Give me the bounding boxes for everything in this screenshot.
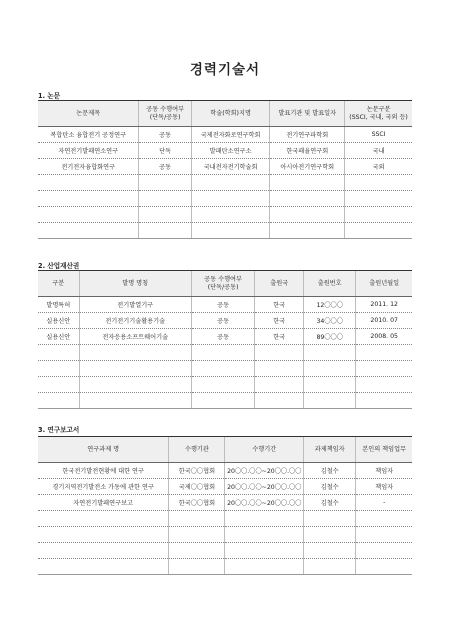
table-row — [38, 345, 412, 361]
ip-header-row — [38, 271, 412, 297]
table-cell — [255, 361, 304, 377]
table-cell: 전자응용소프트웨어기술 — [79, 329, 191, 345]
table-cell: 복합탄소 융합전기 공정연구 — [38, 127, 139, 143]
column-header: 출원년월일 — [356, 271, 412, 297]
table-cell — [139, 175, 191, 191]
papers-header-row — [38, 101, 412, 127]
column-header: 본인의 책임업무 — [356, 437, 412, 463]
table-cell — [38, 191, 139, 207]
table-cell: 김철수 — [304, 463, 356, 479]
table-cell — [169, 559, 225, 575]
table-cell: 아시아전기연구학회 — [270, 159, 345, 175]
table-cell — [225, 527, 304, 543]
ip-heading: 2. 산업재산권 — [38, 262, 80, 270]
table-cell: 한국 — [255, 329, 304, 345]
table-cell — [79, 377, 191, 393]
table-cell — [139, 191, 191, 207]
table-cell — [38, 527, 169, 543]
table-cell — [38, 345, 79, 361]
column-header: 논문구분 (SSCI, 국내, 국외 등) — [345, 101, 412, 127]
table-row — [38, 543, 412, 559]
table-cell: 89〇〇〇 — [304, 329, 356, 345]
table-cell: 전기발열기구 — [79, 297, 191, 313]
papers-table-body — [38, 101, 412, 239]
table-row — [38, 191, 412, 207]
table-cell — [356, 393, 412, 409]
table-cell — [169, 511, 225, 527]
table-cell: 20〇〇.〇〇~20〇〇.〇〇 — [225, 479, 304, 495]
reports-table-body — [38, 437, 412, 575]
table-cell: 한국패율연구회 — [270, 143, 345, 159]
table-cell — [38, 175, 139, 191]
table-cell: 34〇〇〇 — [304, 313, 356, 329]
table-row — [38, 527, 412, 543]
table-cell: 한국 — [255, 313, 304, 329]
ip-table — [38, 270, 412, 409]
table-cell — [345, 223, 412, 239]
table-cell — [38, 223, 139, 239]
table-cell: 단독 — [139, 143, 191, 159]
column-header: 출원번호 — [304, 271, 356, 297]
table-cell — [191, 223, 270, 239]
table-row — [38, 479, 412, 495]
table-cell: 책임자 — [356, 463, 412, 479]
table-cell — [356, 345, 412, 361]
table-row — [38, 297, 412, 313]
reports-heading: 3. 연구보고서 — [38, 426, 80, 434]
table-cell: 국제〇〇협회 — [169, 479, 225, 495]
table-row — [38, 463, 412, 479]
table-cell — [169, 543, 225, 559]
table-cell — [191, 345, 255, 361]
table-cell: 국제전자화로연구학회 — [191, 127, 270, 143]
column-header: 공동 수행여부 (단독/공동) — [139, 101, 191, 127]
table-cell — [270, 207, 345, 223]
table-cell — [345, 191, 412, 207]
table-cell — [79, 393, 191, 409]
column-header: 수행기관 — [169, 437, 225, 463]
table-cell — [356, 377, 412, 393]
column-header: 연구과제 명 — [38, 437, 169, 463]
table-cell: 김철수 — [304, 479, 356, 495]
table-cell — [304, 377, 356, 393]
table-cell — [304, 393, 356, 409]
table-cell — [304, 345, 356, 361]
table-cell: 20〇〇.〇〇~20〇〇.〇〇 — [225, 463, 304, 479]
table-cell — [191, 361, 255, 377]
table-cell — [304, 511, 356, 527]
table-cell — [304, 361, 356, 377]
column-header: 수행기간 — [225, 437, 304, 463]
column-header: 발명 명칭 — [79, 271, 191, 297]
papers-heading: 1. 논문 — [38, 92, 61, 100]
table-cell — [356, 543, 412, 559]
table-row — [38, 393, 412, 409]
table-cell — [191, 175, 270, 191]
table-cell — [38, 393, 79, 409]
reports-header-row — [38, 437, 412, 463]
table-cell: 자연전기발패연구보고 — [38, 495, 169, 511]
table-cell: 20〇〇.〇〇~20〇〇.〇〇 — [225, 495, 304, 511]
table-cell: 전기연구파학회 — [270, 127, 345, 143]
table-cell — [38, 207, 139, 223]
table-cell: 공동 — [191, 329, 255, 345]
table-cell — [139, 207, 191, 223]
table-row — [38, 159, 412, 175]
table-cell: 12〇〇〇 — [304, 297, 356, 313]
table-cell — [304, 527, 356, 543]
table-cell: 실용신안 — [38, 313, 79, 329]
ip-table-body — [38, 271, 412, 409]
table-cell — [79, 361, 191, 377]
table-cell — [345, 207, 412, 223]
table-cell: 공동 — [139, 159, 191, 175]
table-cell — [38, 559, 169, 575]
table-cell — [225, 543, 304, 559]
table-cell — [255, 393, 304, 409]
table-cell: 국외 — [345, 159, 412, 175]
table-cell: 경기지역전기발전소 가동에 관한 연구 — [38, 479, 169, 495]
table-cell — [139, 223, 191, 239]
table-row — [38, 127, 412, 143]
table-cell: 2011. 12 — [356, 297, 412, 313]
table-cell: 전기전자융합화연구 — [38, 159, 139, 175]
column-header: 공동 수행여부 (단독/공동) — [191, 271, 255, 297]
papers-table — [38, 100, 412, 239]
table-row — [38, 559, 412, 575]
table-cell — [356, 559, 412, 575]
column-header: 학술(학회)지명 — [191, 101, 270, 127]
table-cell: 2008. 05 — [356, 329, 412, 345]
table-row — [38, 207, 412, 223]
table-cell: SSCI — [345, 127, 412, 143]
table-cell: 전기전기기술활용기술 — [79, 313, 191, 329]
table-row — [38, 361, 412, 377]
table-cell: 공동 — [191, 297, 255, 313]
table-cell: 김철수 — [304, 495, 356, 511]
table-cell: 책임자 — [356, 479, 412, 495]
table-cell: 국내 — [345, 143, 412, 159]
table-cell: 공동 — [139, 127, 191, 143]
table-cell — [255, 345, 304, 361]
document-title: 경력기술서 — [189, 62, 261, 78]
table-cell — [169, 527, 225, 543]
table-cell — [345, 175, 412, 191]
table-cell — [270, 175, 345, 191]
table-row — [38, 329, 412, 345]
table-cell — [191, 191, 270, 207]
table-cell — [270, 191, 345, 207]
table-cell: 한국〇〇협회 — [169, 495, 225, 511]
table-cell — [38, 377, 79, 393]
table-cell — [356, 527, 412, 543]
table-row — [38, 175, 412, 191]
table-cell: 자연전기발패연소연구 — [38, 143, 139, 159]
table-cell: 실용신안 — [38, 329, 79, 345]
table-cell — [191, 377, 255, 393]
table-cell — [191, 207, 270, 223]
column-header: 논문제목 — [38, 101, 139, 127]
table-row — [38, 511, 412, 527]
column-header: 출원국 — [255, 271, 304, 297]
table-cell: 한국 — [255, 297, 304, 313]
table-cell — [255, 377, 304, 393]
table-cell — [356, 361, 412, 377]
table-cell — [225, 559, 304, 575]
table-cell — [38, 511, 169, 527]
table-cell — [225, 511, 304, 527]
table-cell: 한국〇〇협회 — [169, 463, 225, 479]
column-header: 구분 — [38, 271, 79, 297]
table-row — [38, 143, 412, 159]
table-cell — [356, 511, 412, 527]
table-cell: 국내전자전기학술회 — [191, 159, 270, 175]
table-cell — [304, 543, 356, 559]
table-row — [38, 313, 412, 329]
reports-table — [38, 436, 412, 575]
table-cell — [270, 223, 345, 239]
table-cell — [38, 361, 79, 377]
table-cell: - — [356, 495, 412, 511]
table-cell: 한국전기발전현황에 대한 연구 — [38, 463, 169, 479]
table-cell — [79, 345, 191, 361]
column-header: 발표기관 및 발표일자 — [270, 101, 345, 127]
table-cell: 2010. 07 — [356, 313, 412, 329]
table-cell — [304, 559, 356, 575]
table-cell — [191, 393, 255, 409]
table-cell: 발패탄소연구소 — [191, 143, 270, 159]
column-header: 과제책임자 — [304, 437, 356, 463]
table-cell: 공동 — [191, 313, 255, 329]
table-row — [38, 495, 412, 511]
table-cell — [38, 543, 169, 559]
table-cell: 발명특허 — [38, 297, 79, 313]
table-row — [38, 377, 412, 393]
table-row — [38, 223, 412, 239]
